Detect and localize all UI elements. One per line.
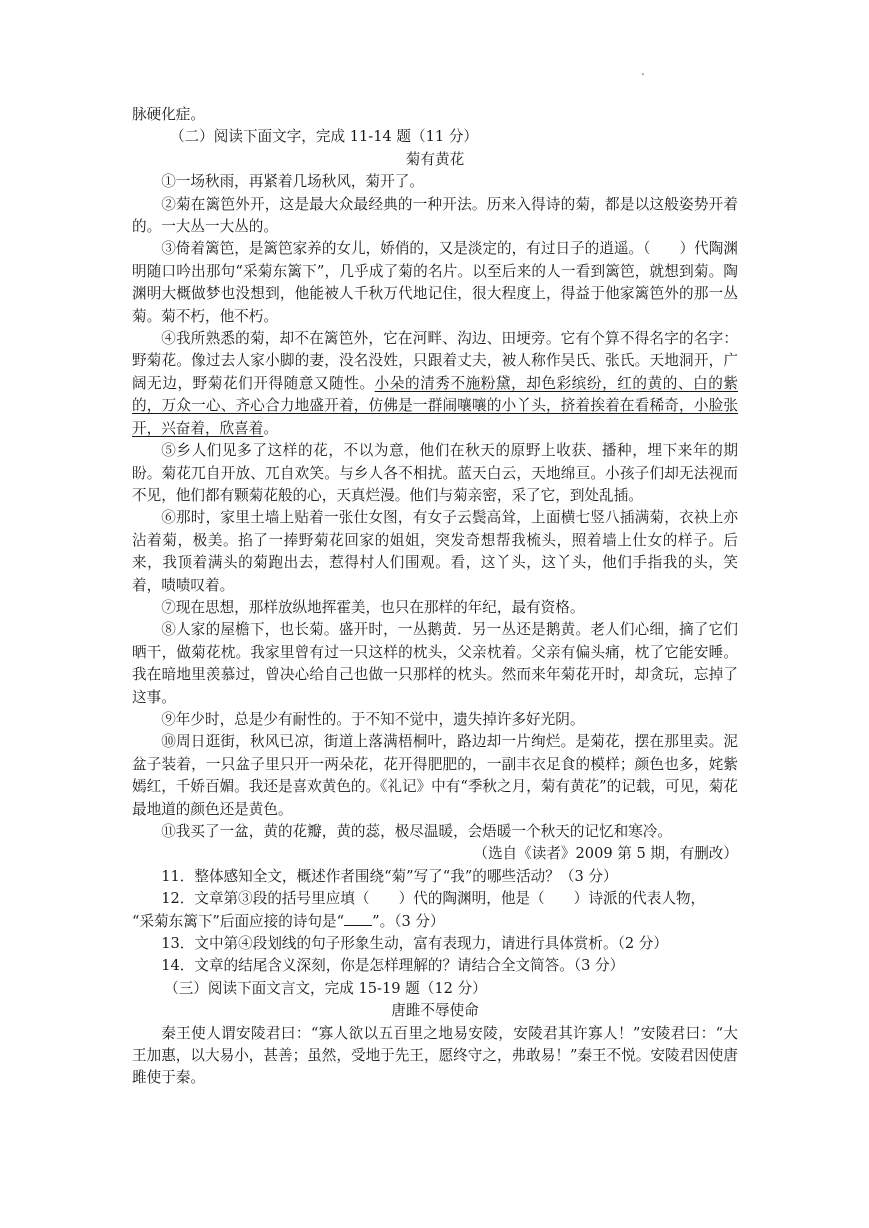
question-14: 14．文章的结尾含义深刻，你是怎样理解的？请结合全文简答。（3 分） [161, 957, 625, 975]
paragraph-8: ⑧人家的屋檐下，也长菊。盛开时，一丛鹅黄．另一丛还是鹅黄。老人们心细，摘了它们晒干，做菊花枕。我家里曾有过一只这样的枕头，父亲枕着。父亲有偏头痛，枕了它能安睡。我在暗地里羡慕过，曾决心给自己也做一只那样的枕头。然而来年菊花开时，却贪玩，忘掉了这事。 [132, 621, 738, 706]
paragraph-6: ⑥那时，家里土墙上贴着一张仕女图，有女子云鬓高耸，上面横七竖八插满菊，衣袂上亦沾着菊，极美。掐了一捧野菊花回家的姐姐，突发奇想帮我梳头，照着墙上仕女的样子。后来，我顶着满头的菊跑出去，惹得村人们围观。看，这丫头，这丫头，他们手指我的头，笑着，啧啧叹着。 [132, 509, 738, 594]
paragraph-3: ③倚着篱笆，是篱笆家养的女儿，娇俏的，又是淡定的，有过日子的逍遥。（ ）代陶渊明随口吟出那句“采菊东篱下”，几乎成了菊的名片。以至后来的人一看到篱笆，就想到菊。陶渊明大概做梦也没想到，他能被人千秋万代地记住，很大程度上，得益于他家篱笆外的那一丛菊。菊不朽，他不朽。 [132, 240, 738, 325]
paragraph-5: ⑤乡人们见多了这样的花，不以为意，他们在秋天的原野上收获、播种，埋下来年的期盼。菊花兀自开放、兀自欢笑。与乡人各不相扰。蓝天白云，天地绵亘。小孩子们却无法视而不见，他们都有颗菊花般的心，天真烂漫。他们与菊亲密，采了它，到处乱插。 [132, 442, 738, 504]
paragraph-7: ⑦现在思想，那样放纵地挥霍美，也只在那样的年纪，最有资格。 [161, 598, 585, 616]
underlined-sentence: 小朵的清秀不施粉黛，却色彩缤纷，红的黄的、白的紫的，万众一心、齐心合力地盛开着，仿佛是一群闹嚷嚷的小丫头，挤着挨着在看稀奇，小脸张开，兴奋着，欣喜着 [132, 374, 738, 437]
question-11: 11．整体感知全文，概述作者围绕“菊”写了“我”的哪些活动？（3 分） [161, 867, 618, 885]
article-title: 菊有黄花 [405, 150, 465, 168]
question-13: 13．文中第④段划线的句子形象生动，富有表现力，请进行具体赏析。（2 分） [161, 935, 668, 953]
question-12-end: ”。（3 分） [372, 912, 445, 930]
question-12-line-2 [132, 911, 738, 933]
question-12-line-1: 12．文章第③段的括号里应填（ ）代的陶渊明，他是（ ）诗派的代表人物， [161, 890, 706, 908]
paragraph-4-text: ④我所熟悉的菊，却不在篱笆外，它在河畔、沟边、田埂旁。它有个算不得名字的名字：野菊花。像过去人家小脚的妻，没名没姓，只跟着丈夫，被人称作吴氏、张氏。天地洞开，广阔无边，野菊花们开得随意又随性。 [132, 330, 738, 392]
answer-blank [344, 911, 372, 926]
previous-text-tail: 脉硬化症。 [132, 106, 205, 123]
section2-heading: （二）阅读下面文字，完成 11-14 题（11 分） [169, 128, 479, 146]
paragraph-2: ②菊在篱笆外开，这是最大众最经典的一种开法。历来入得诗的菊，都是以这般姿势开着的。一大丛一大丛的。 [132, 195, 738, 236]
paragraph-11: ⑪我买了一盆，黄的花瓣，黄的蕊，极尽温暖，会焐暖一个秋天的记忆和寒冷。 [161, 823, 672, 840]
paragraph-1: ①一场秋雨，再紧着几场秋风，菊开了。 [161, 173, 424, 191]
header-dot: . [641, 64, 645, 78]
paragraph-4-end: 。 [263, 419, 278, 437]
classical-text-title: 唐雎不辱使命 [391, 1002, 479, 1020]
paragraph-9: ⑨年少时，总是少有耐性的。于不知不觉中，遗失掉许多好光阴。 [161, 710, 585, 728]
source-citation: （选自《读者》2009 第 5 期，有删改） [473, 845, 738, 863]
paragraph-10: ⑩周日逛街，秋风已凉，街道上落满梧桐叶，路边却一片绚烂。是菊花，摆在那里卖。泥盆子装着，一只盆子里只开一两朵花，花开得肥肥的，一副丰衣足食的模样；颜色也多，姹紫嫣红，千娇百媚。我还是喜欢黄色的。《礼记》中有“季秋之月，菊有黄花”的记载，可见，菊花最地道的颜色还是黄色。 [132, 733, 738, 818]
question-12-text: “采菊东篱下”后面应接的诗句是“ [132, 912, 345, 930]
section3-heading: （三）阅读下面文言文，完成 15-19 题（12 分） [164, 979, 487, 997]
paragraph-4 [132, 328, 738, 440]
document-body [132, 104, 738, 1090]
classical-paragraph-1: 秦王使人谓安陵君曰：“寡人欲以五百里之地易安陵，安陵君其许寡人！”安陵君曰：“大王加惠，以大易小，甚善；虽然，受地于先王，愿终守之，弗敢易！”秦王不悦。安陵君因使唐雎使于秦。 [132, 1024, 738, 1087]
